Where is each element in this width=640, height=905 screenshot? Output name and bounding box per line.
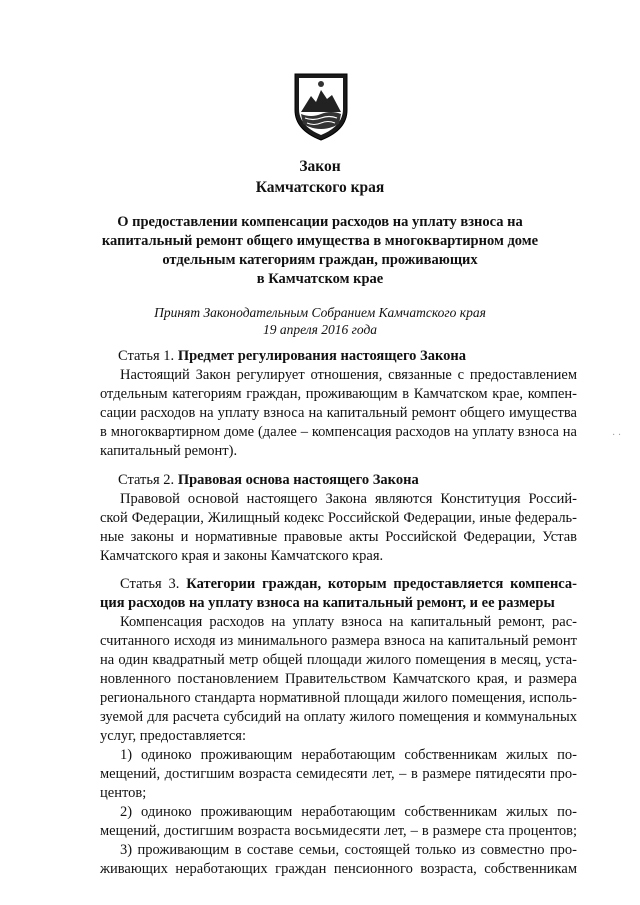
list-item-line: 3) проживающим в составе семьи, состоящей только из совместно про-	[120, 842, 577, 858]
article-title: Категории граждан, которым предоставляется компенса-	[186, 576, 577, 592]
adoption-note: Принят Законодательным Собранием Камчатского края	[154, 305, 486, 320]
list-item-line: центов;	[100, 785, 147, 801]
list-item-line: 2) одиноко проживающим неработающим собственникам жилых по-	[120, 804, 577, 820]
text-line: на один квадратный метр общей площади жилого помещения в месяц, уста-	[100, 652, 577, 668]
text-line: Компенсация расходов на уплату взноса на капитальный ремонт, рас-	[120, 614, 577, 630]
text-line: Камчатского края и законы Камчатского края.	[100, 548, 384, 564]
article-1-heading	[118, 347, 466, 365]
law-subtitle-line: О предоставлении компенсации расходов на уплату взноса на	[117, 214, 523, 230]
kamchatka-coat-of-arms-emblem	[289, 68, 353, 143]
text-line: услуг, предоставляется:	[100, 728, 247, 744]
list-item-line: 1) одиноко проживающим неработающим собственникам жилых по-	[120, 747, 577, 763]
article-title: Правовая основа настоящего Закона	[177, 472, 419, 488]
law-subtitle-line: в Камчатском крае	[256, 271, 384, 287]
text-line: Настоящий Закон регулирует отношения, связанные с предоставлением	[120, 367, 577, 383]
law-subtitle-line: отдельным категориям граждан, проживающих	[162, 252, 478, 268]
list-item-line: мещений, достигшим возраста восьмидесяти лет, – в размере ста процентов;	[100, 823, 577, 839]
text-line: в многоквартирном доме (далее – компенсация расходов на уплату взноса на	[100, 424, 577, 440]
article-title: Предмет регулирования настоящего Закона	[177, 348, 466, 364]
text-line: регионального стандарта нормативной площади жилого помещения, исполь-	[100, 690, 577, 706]
text-line: новленного постановлением Правительством Камчатского края, и размера	[100, 671, 577, 687]
text-line: считанного исходя из минимального размера взноса на капитальный ремонт	[100, 633, 577, 649]
text-line: отдельным категориям граждан, проживающим в Камчатском крае, компен-	[100, 386, 577, 402]
scan-margin-mark: · ·	[612, 430, 622, 441]
adoption-date: 19 апреля 2016 года	[262, 322, 378, 337]
law-title: Закон	[299, 158, 341, 175]
law-region: Камчатского края	[255, 179, 385, 196]
article-2-heading	[118, 471, 419, 489]
text-line: Правовой основой настоящего Закона являются Конституция Россий-	[120, 491, 577, 507]
article-number: Статья 1.	[118, 348, 175, 364]
text-line: ные законы и нормативные правовые акты Российской Федерации, Устав	[100, 529, 577, 545]
article-number: Статья 2.	[118, 472, 175, 488]
article-number: Статья 3.	[120, 576, 180, 592]
list-item-line: живающих неработающих граждан пенсионного возраста, собственникам	[100, 861, 577, 877]
list-item-line: мещений, достигшим возраста семидесяти лет, – в размере пятидесяти про-	[100, 766, 577, 782]
text-line: ской Федерации, Жилищный кодекс Российской Федерации, иные федераль-	[100, 510, 577, 526]
text-line: сации расходов на уплату взноса на капитальный ремонт общего имущества	[100, 405, 577, 421]
article-title-continued: ция расходов на уплату взноса на капитальный ремонт, и ее размеры	[100, 595, 555, 611]
law-subtitle-line: капитальный ремонт общего имущества в многоквартирном доме	[101, 233, 539, 249]
article-3-heading	[120, 575, 577, 593]
text-line: капитальный ремонт).	[100, 443, 238, 459]
text-line: зуемой для расчета субсидий на оплату жилого помещения и коммунальных	[100, 709, 577, 725]
